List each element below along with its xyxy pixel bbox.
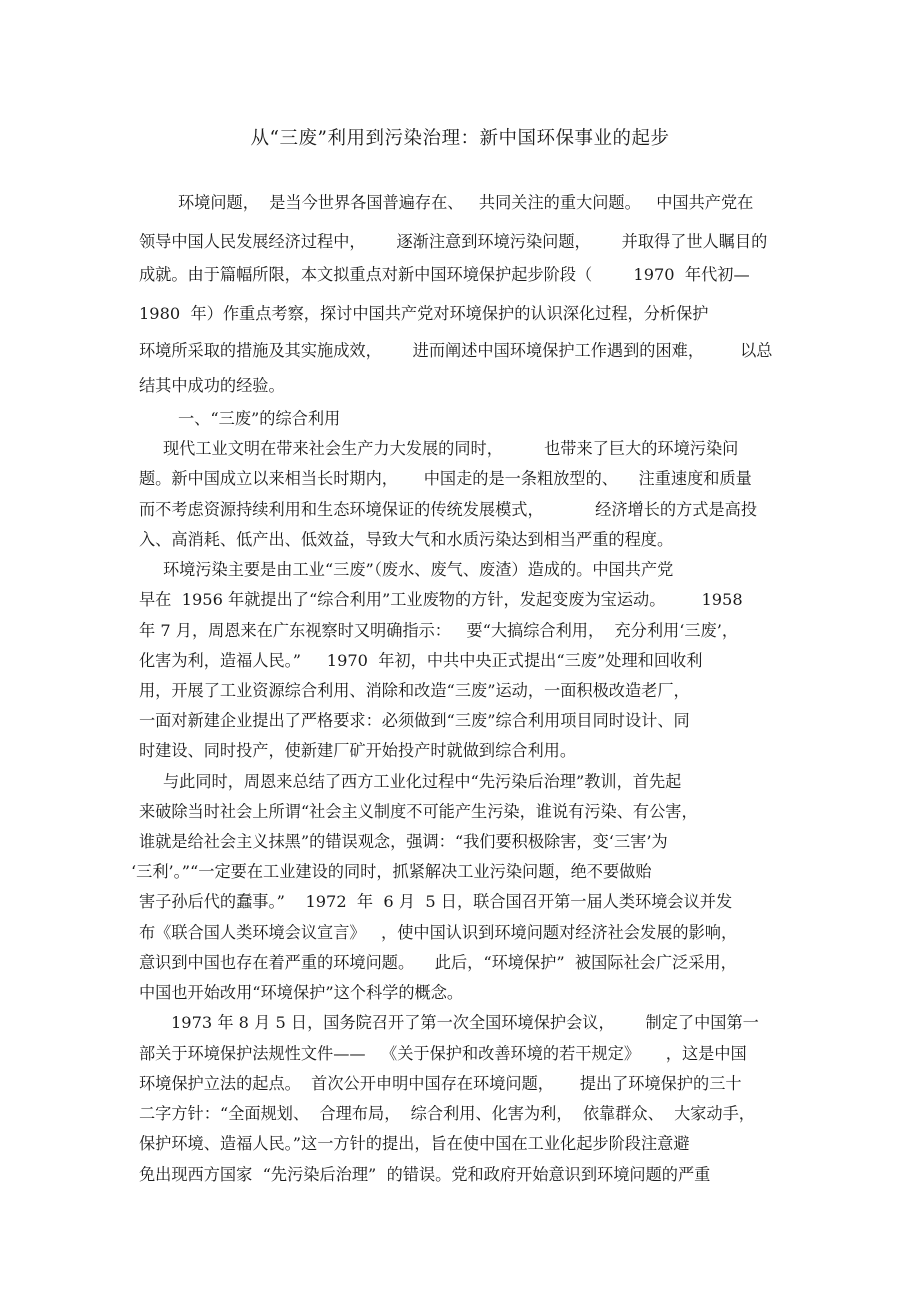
paragraph-line: 环境所采取的措施及其实施成效， 进而阐述中国环境保护工作遇到的困难， 以总 [139,341,773,360]
paragraph-line: 部关于环境保护法规性文件—— 《关于保护和改善环境的若干规定》 ，这是中国 [139,1044,747,1063]
paragraph-line: 用，开展了工业资源综合利用、消除和改造“三废”运动，一面积极改造老厂， [139,681,690,700]
paragraph-line: 布《联合国人类环境会议宣言》 ，使中国认识到环境问题对经济社会发展的影响， [139,923,738,942]
paragraph-line: 环境问题， 是当今世界各国普遍存在、 共同关注的重大问题。 中国共产党在 [178,193,754,212]
paragraph-line: 化害为利，造福人民。” 1970 年初，中共中央正式提出“三废”处理和回收利 [139,651,703,670]
paragraph-line: 与此同时，周恩来总结了西方工业化过程中“先污染后治理”教训，首先起 [163,772,682,791]
paragraph-line: 而不考虑资源持续利用和生态环境保证的传统发展模式， 经济增长的方式是高投 [139,500,758,519]
paragraph-line: 1980 年）作重点考察，探讨中国共产党对环境保护的认识深化过程，分析保护 [139,304,709,323]
paragraph-line: 一面对新建企业提出了严格要求：必须做到“三废”综合利用项目同时设计、同 [139,711,690,730]
paragraph-line: 二字方针：“全面规划、 合理布局， 综合利用、化害为利， 依靠群众、 大家动手， [139,1104,755,1123]
section-heading: 一、“三废”的综合利用 [178,409,341,428]
paragraph-line: 1973 年 8 月 5 日，国务院召开了第一次全国环境保护会议， 制定了中国第一 [171,1013,759,1032]
paragraph-line: 保护环境、造福人民。”这一方针的提出，旨在使中国在工业化起步阶段注意避 [139,1134,690,1153]
paragraph-line: 免出现西方国家 “先污染后治理” 的错误。党和政府开始意识到环境问题的严重 [139,1165,711,1184]
paragraph-line: ‘三利’。”“一定要在工业建设的同时，抓紧解决工业污染问题，绝不要做贻 [131,862,652,881]
paragraph-line: 环境保护立法的起点。 首次公开申明中国存在环境问题， 提出了环境保护的三十 [139,1074,742,1093]
paragraph-line: 时建设、同时投产，使新建厂矿开始投产时就做到综合利用。 [139,741,577,760]
page-title: 从“三废”利用到污染治理：新中国环保事业的起步 [250,128,670,149]
paragraph-line: 环境污染主要是由工业“三废”（废水、废气、废渣）造成的。中国共产党 [163,560,674,579]
paragraph-line: 题。新中国成立以来相当长时期内， 中国走的是一条粗放型的、 注重速度和质量 [139,469,752,488]
paragraph-line: 谁就是给社会主义抹黑”的错误观念，强调：“我们要积极除害，变‘三害’为 [139,832,668,851]
paragraph-line: 入、高消耗、低产出、低效益，导致大气和水质污染达到相当严重的程度。 [139,530,674,549]
paragraph-line: 害子孙后代的蠢事。” 1972 年 6 月 5 日，联合国召开第一届人类环境会议并发 [139,892,733,911]
paragraph-line: 中国也开始改用“环境保护”这个科学的概念。 [139,983,464,1002]
paragraph-line: 领导中国人民发展经济过程中， 逐渐注意到环境污染问题， 并取得了世人瞩目的 [139,232,768,251]
paragraph-line: 年 7 月，周恩来在广东视察时又明确指示： 要“大搞综合利用， 充分利用‘三废’， [139,621,739,640]
paragraph-line: 早在 1956 年就提出了“综合利用”工业废物的方针，发起变废为宝运动。 1958 [139,590,743,609]
paragraph-line: 现代工业文明在带来社会生产力大发展的同时， 也带来了巨大的环境污染问 [163,439,739,458]
paragraph-line: 来破除当时社会上所谓“社会主义制度不可能产生污染，谁说有污染、有公害， [139,802,698,821]
paragraph-line: 结其中成功的经验。 [139,376,285,395]
paragraph-line: 意识到中国也存在着严重的环境问题。 此后，“环境保护” 被国际社会广泛采用， [139,953,737,972]
paragraph-line: 成就。由于篇幅所限，本文拟重点对新中国环境保护起步阶段（ 1970 年代初— [139,265,750,284]
